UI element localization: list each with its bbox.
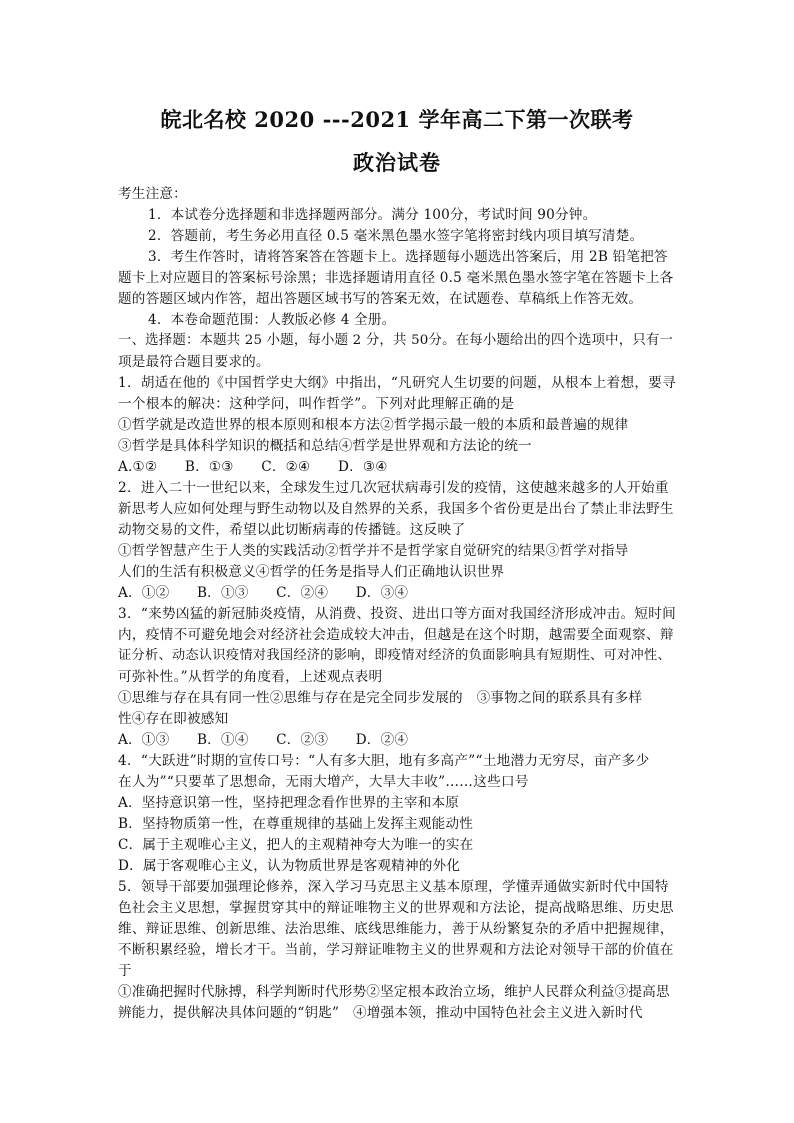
question-5-statements: 辨能力，提供解决具体问题的“钥匙” ④增强本领，推动中国特色社会主义进入新时代 (118, 1005, 643, 1021)
question-4-stem: 在人为”“只要革了思想命，无雨大增产，大旱大丰收”……这些口号 (118, 774, 529, 790)
exam-title: 皖北名校 2020 ---2021 学年高二下第一次联考 (160, 107, 634, 132)
question-2-statements: 人们的生活有积极意义④哲学的任务是指导人们正确地认识世界 (118, 564, 505, 580)
notice-item-4: 4．本卷命题范围：人教版必修 4 全册。 (148, 312, 396, 328)
question-5-stem: 于 (118, 963, 132, 979)
question-5-statements: ①准确把握时代脉搏，科学判断时代形势②坚定根本政治立场，维护人民群众利益③提高思 (118, 984, 670, 1000)
notice-item-3: 3．考生作答时，请将答案答在答题卡上。选择题每小题选出答案后，用 2B 铅笔把答 (148, 249, 668, 265)
notice-item-3-cont-1: 题卡上对应题目的答案标号涂黑；非选择题请用直径 0.5 毫米黑色墨水签字笔在答题卡上各 (118, 270, 674, 286)
question-3-statements: ①思维与存在具有同一性②思维与存在是完全同步发展的 ③事物之间的联系具有多样 (118, 690, 643, 706)
question-5-stem: 色社会主义思想，掌握贯穿其中的辩证唯物主义的世界观和方法论，提高战略思维、历史思 (118, 900, 674, 916)
question-2-options: A．①② B．①③ C．②④ D．③④ (118, 585, 409, 601)
question-3-stem: 3．“来势凶猛的新冠肺炎疫情，从消费、投资、进出口等方面对我国经济形成冲击。短时间 (118, 606, 677, 622)
notice-item-1: 1．本试卷分选择题和非选择题两部分。满分 100分，考试时间 90分钟。 (148, 207, 597, 223)
question-3-stem: 可弥补性。”从哲学的角度看，上述观点表明 (118, 669, 383, 685)
question-3-statements: 性④存在即被感知 (118, 711, 229, 727)
question-4-option-d: D．属于客观唯心主义，认为物质世界是客观精神的外化 (118, 858, 461, 874)
question-1-statements: ①哲学就是改造世界的根本原则和根本方法②哲学揭示最一般的本质和最普遍的规律 (118, 417, 629, 433)
question-1-options: A.①② B．①③ C．②④ D．③④ (118, 459, 388, 475)
question-3-options: A．①③ B．①④ C．②③ D．②④ (118, 732, 409, 748)
question-4-option-b: B．坚持物质第一性，在尊重规律的基础上发挥主观能动性 (118, 816, 474, 832)
question-5-stem: 维、辩证思维、创新思维、法治思维、底线思维能力，善于从纷繁复杂的矛盾中把握规律， (118, 921, 674, 937)
question-4-stem: 4．“大跃进”时期的宣传口号：“人有多大胆，地有多高产”“土地潜力无穷尽，亩产多少 (118, 753, 650, 769)
question-4-option-a: A．坚持意识第一性，坚持把理念看作世界的主宰和本原 (118, 795, 460, 811)
question-2-stem: 2．进入二十一世纪以来，全球发生过几次冠状病毒引发的疫情，这使越来越多的人开始重 (118, 480, 669, 496)
question-2-statements: ①哲学智慧产生于人类的实践活动②哲学并不是哲学家自觉研究的结果③哲学对指导 (118, 543, 629, 559)
question-3-stem: 证分析、动态认识疫情对我国经济的影响，即疫情对经济的负面影响具有短期性、可对冲性、 (118, 648, 671, 663)
notice-item-3-cont-2: 题的答题区域内作答，超出答题区域书写的答案无效，在试题卷、草稿纸上作答无效。 (118, 291, 643, 307)
notice-item-2: 2．答题前，考生务必用直径 0.5 毫米黑色墨水签字笔将密封线内项目填写清楚。 (148, 228, 644, 244)
notice-heading: 考生注意： (118, 186, 187, 202)
question-1-stem: 1．胡适在他的《中国哲学史大纲》中指出，“凡研究人生切要的问题，从根本上着想，要寻 (118, 375, 677, 391)
question-5-stem: 不断积累经验，增长才干。当前，学习辩证唯物主义的世界观和方法论对领导干部的价值在 (118, 942, 674, 958)
question-5-stem: 5．领导干部要加强理论修养，深入学习马克思主义基本原理，学懂弄通做实新时代中国特 (118, 879, 669, 895)
question-1-stem: 一个根本的解决：这种学问，叫作哲学”。下列对此理解正确的是 (118, 396, 515, 412)
exam-subject: 政治试卷 (353, 150, 441, 175)
section-heading-cont: 项是最符合题目要求的。 (118, 354, 270, 370)
question-1-statements: ③哲学是具体科学知识的概括和总结④哲学是世界观和方法论的统一 (118, 438, 532, 454)
section-heading: 一、选择题：本题共 25 小题，每小题 2 分，共 50分。在每小题给出的四个选项中，只有一 (118, 333, 674, 348)
question-3-stem: 内，疫情不可避免地会对经济社会造成较大冲击，但越是在这个时期，越需要全面观察、辩 (118, 627, 674, 643)
question-2-stem: 动物交易的文件，希望以此切断病毒的传播链。这反映了 (118, 522, 466, 538)
question-4-option-c: C．属于主观唯心主义，把人的主观精神夸大为唯一的实在 (118, 837, 474, 853)
question-2-stem: 新思考人应如何处理与野生动物以及自然界的关系，我国多个省份更是出台了禁止非法野生 (118, 501, 674, 517)
